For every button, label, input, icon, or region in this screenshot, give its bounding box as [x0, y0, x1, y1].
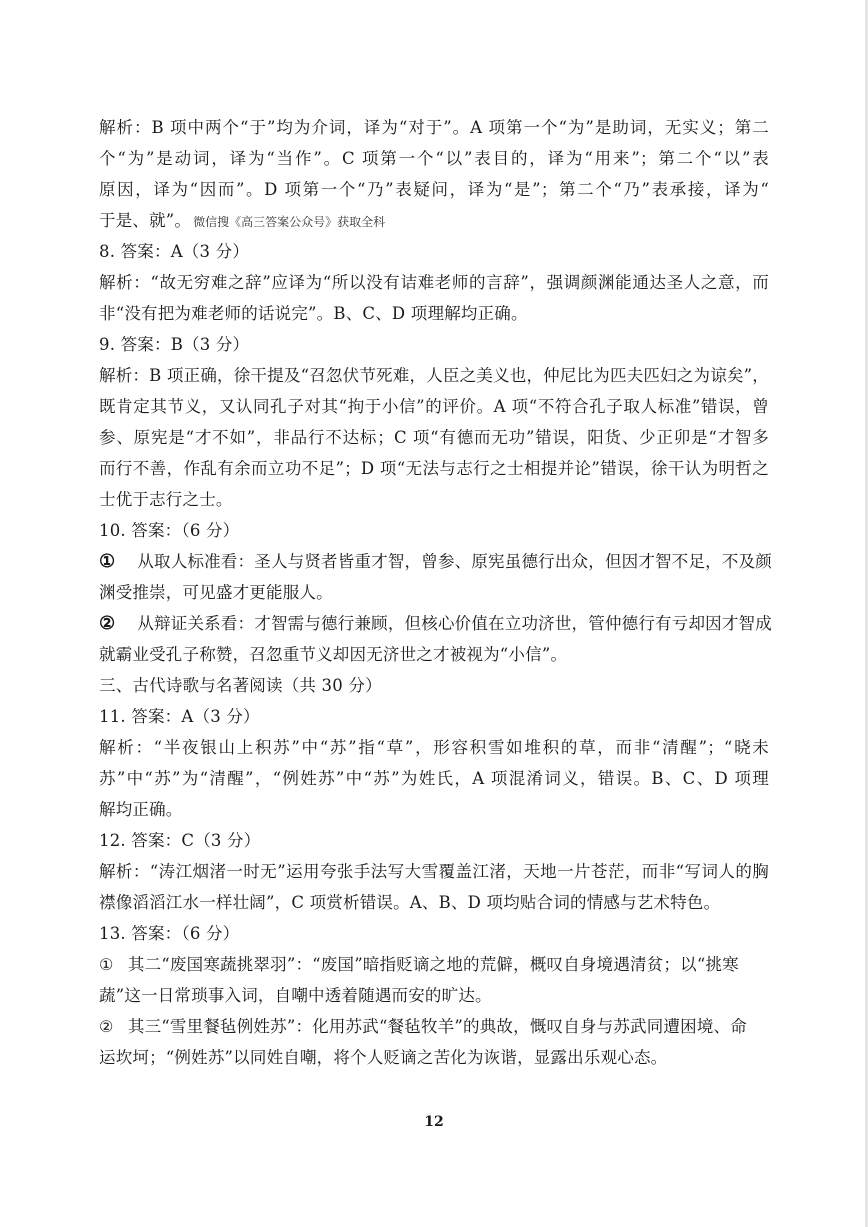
text-line: 解均正确。 [99, 800, 183, 819]
answer-heading: 9. 答案：B（3 分） [99, 335, 250, 354]
text-line: 就霸业受孔子称赞，召忽重节义却因无济世之才被视为“小信”。 [99, 645, 568, 664]
text-fragment: 其二“废国寒蔬挑翠羽”：“废国”暗指贬谪之地的荒僻，概叹自身境遇清贫；以“挑寒 [127, 955, 739, 974]
answer-heading: 12. 答案：C（3 分） [99, 831, 261, 850]
text-line: 个“为”是动词，译为“当作”。C 项第一个“以”表目的，译为“用来”；第二个“以”表 [99, 149, 769, 168]
text-line-with-watermark [99, 205, 769, 236]
answer-heading: 8. 答案：A（3 分） [99, 242, 250, 261]
circled-number-marker: ② [99, 613, 116, 634]
numbered-point [99, 1011, 769, 1042]
section-heading: 三、古代诗歌与名著阅读（共 30 分） [99, 676, 382, 695]
text-line: 士优于志行之士。 [99, 490, 233, 509]
text-line: 苏”中“苏”为“清醒”，“例姓苏”中“苏”为姓氏，A 项混淆词义，错误。B、C、D 项理 [99, 769, 769, 788]
text-line: 渊受推崇，可见盛才更能服人。 [99, 583, 333, 602]
text-line: 既肯定其节义，又认同孔子对其“拘于小信”的评价。A 项“不符合孔子取人标准”错误，曾 [99, 397, 769, 416]
text-line: 解析：B 项正确，徐干提及“召忽伏节死难，人臣之美义也，仲尼比为匹夫匹妇之为谅矣”， [99, 366, 769, 385]
circled-number-marker: ① [99, 955, 114, 974]
text-line: 而行不善，作乱有余而立功不足”；D 项“无法与志行之士相提并论”错误，徐干认为明哲之 [99, 459, 769, 478]
text-line: 解析：“涛江烟渚一时无”运用夸张手法写大雪覆盖江渚，天地一片苍茫，而非“写词人的胸 [99, 862, 769, 881]
answer-heading: 11. 答案：A（3 分） [99, 707, 260, 726]
text-line: 解析：B 项中两个“于”均为介词，译为“对于”。A 项第一个“为”是助词，无实义；第二 [99, 118, 769, 137]
answer-heading: 10. 答案：（6 分） [99, 521, 240, 540]
text-line: 解析：“半夜银山上积苏”中“苏”指“草”，形容积雪如堆积的草，而非“清醒”；“晓未 [99, 738, 769, 757]
text-fragment: 从辩证关系看：才智需与德行兼顾，但核心价值在立功济世，管仲德行有亏却因才智成 [137, 614, 772, 633]
circled-number-marker: ① [99, 551, 116, 572]
text-line: 参、原宪是“才不如”，非品行不达标；C 项“有德而无功”错误，阳货、少正卯是“才智多 [99, 428, 769, 447]
numbered-point [99, 608, 772, 639]
text-line: 襟像滔滔江水一样壮阔”，C 项赏析错误。A、B、D 项均贴合词的情感与艺术特色。 [99, 893, 721, 912]
text-line: 解析：“故无穷难之辞”应译为“所以没有诘难老师的言辞”，强调颜渊能通达圣人之意，而 [99, 273, 769, 292]
page-content [99, 112, 772, 1073]
text-line: 非“没有把为难老师的话说完”。B、C、D 项理解均正确。 [99, 304, 528, 323]
text-line: 蔬”这一日常琐事入词，自嘲中透着随遇而安的旷达。 [99, 986, 492, 1005]
watermark-text: 微信搜《高三答案公众号》获取全科 [193, 215, 386, 229]
numbered-point [99, 949, 769, 980]
page-number: 12 [424, 1114, 444, 1130]
text-fragment: 其三“雪里餐毡例姓苏”：化用苏武“餐毡牧羊”的典故，慨叹自身与苏武同遭困境、命 [127, 1017, 747, 1036]
text-line: 运坎坷；“例姓苏”以同姓自嘲，将个人贬谪之苦化为诙谐，显露出乐观心态。 [99, 1048, 668, 1067]
text-fragment: 于是、就”。 [99, 211, 192, 230]
circled-number-marker: ② [99, 1017, 114, 1036]
text-fragment: 从取人标准看：圣人与贤者皆重才智，曾参、原宪虽德行出众，但因才智不足，不及颜 [137, 552, 772, 571]
text-line: 原因，译为“因而”。D 项第一个“乃”表疑问，译为“是”；第二个“乃”表承接，译为“ [99, 180, 769, 199]
numbered-point [99, 546, 772, 577]
answer-heading: 13. 答案：（6 分） [99, 924, 240, 943]
